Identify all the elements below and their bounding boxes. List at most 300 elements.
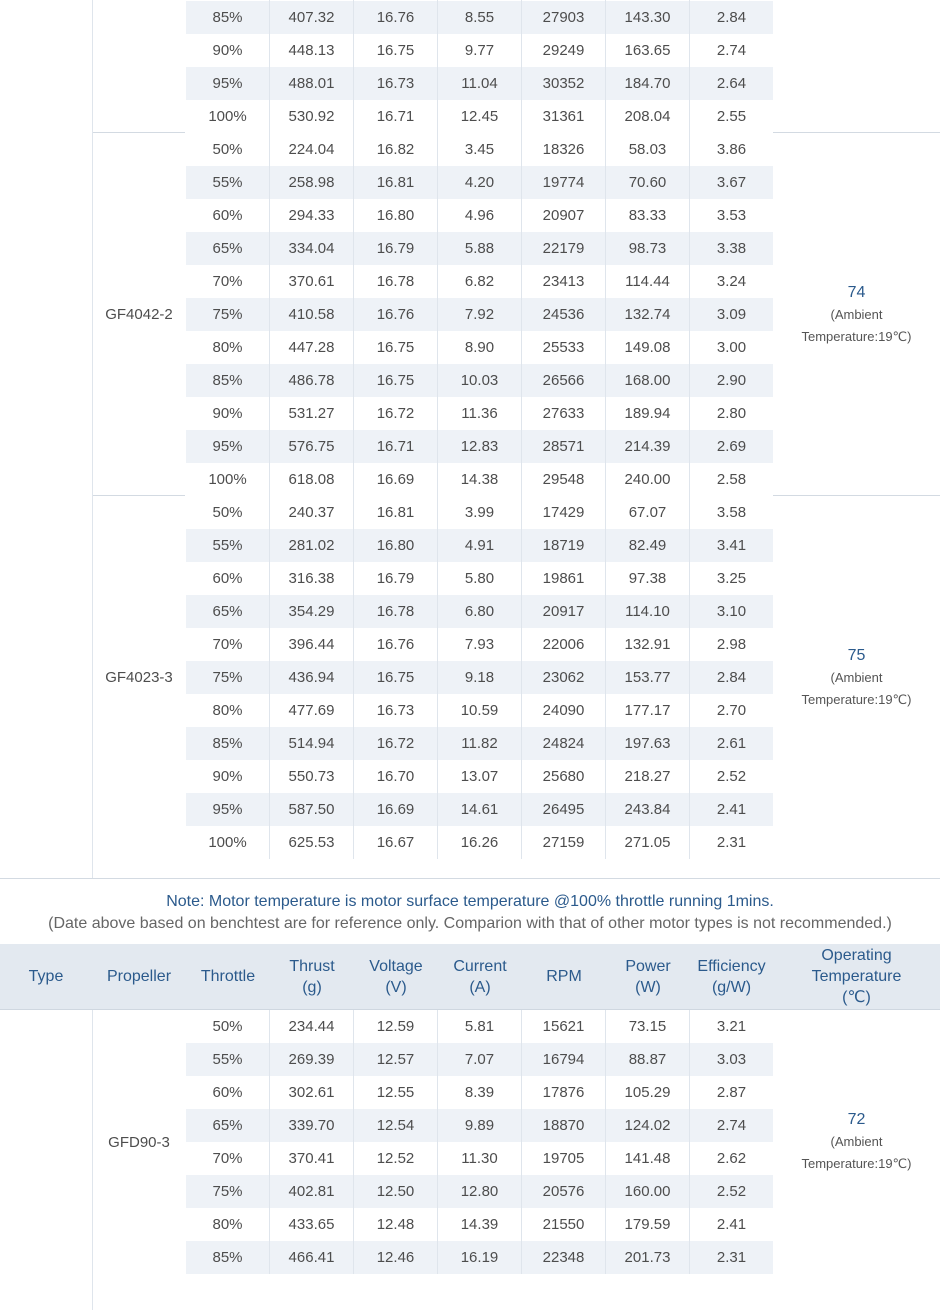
rpm-cell: 24824 [521, 727, 605, 760]
thrust-cell: 316.38 [269, 562, 353, 595]
current-cell: 10.03 [437, 364, 521, 397]
power-cell: 97.38 [605, 562, 689, 595]
thrust-cell: 334.04 [269, 232, 353, 265]
temperature-value: 75 [847, 646, 866, 664]
current-cell: 5.80 [437, 562, 521, 595]
power-cell: 168.00 [605, 364, 689, 397]
current-cell: 8.90 [437, 331, 521, 364]
voltage-cell: 16.75 [353, 661, 437, 694]
thrust-cell: 448.13 [269, 34, 353, 67]
thrust-cell: 514.94 [269, 727, 353, 760]
rpm-cell: 18326 [521, 133, 605, 166]
power-cell: 83.33 [605, 199, 689, 232]
propeller-name: GFD90-3 [108, 1133, 170, 1151]
rpm-cell: 15621 [521, 1010, 605, 1043]
header-efficiency-unit: (g/W) [711, 978, 752, 996]
current-cell: 12.80 [437, 1175, 521, 1208]
header-propeller [92, 944, 186, 1009]
current-cell: 9.89 [437, 1109, 521, 1142]
group-separator [773, 495, 940, 496]
current-cell: 3.99 [437, 496, 521, 529]
throttle-cell: 65% [212, 240, 243, 257]
header-throttle-label: Throttle [200, 968, 256, 985]
throttle-cell: 100% [208, 471, 247, 488]
efficiency-cell: 2.69 [689, 430, 773, 463]
table-row [186, 265, 773, 298]
header-current-unit: (A) [469, 978, 491, 996]
note-sub-text: (Date above based on benchtest are for reference only. Comparion with that of other motor types is not recommended.) [48, 915, 892, 932]
power-cell: 88.87 [605, 1043, 689, 1076]
voltage-cell: 16.80 [353, 529, 437, 562]
voltage-cell: 16.75 [353, 331, 437, 364]
current-cell: 3.45 [437, 133, 521, 166]
thrust-cell: 339.70 [269, 1109, 353, 1142]
voltage-cell: 16.71 [353, 100, 437, 133]
thrust-cell: 447.28 [269, 331, 353, 364]
power-cell: 163.65 [605, 34, 689, 67]
rpm-cell: 25680 [521, 760, 605, 793]
table-row [186, 760, 773, 793]
thrust-cell: 488.01 [269, 67, 353, 100]
rpm-cell: 31361 [521, 100, 605, 133]
voltage-cell: 16.69 [353, 793, 437, 826]
throttle-cell: 90% [212, 42, 243, 59]
header-throttle [186, 944, 270, 1009]
throttle-cell: 75% [212, 1183, 243, 1200]
throttle-cell: 50% [212, 1018, 243, 1035]
power-cell: 177.17 [605, 694, 689, 727]
header-thrust [270, 944, 354, 1009]
current-cell: 10.59 [437, 694, 521, 727]
efficiency-cell: 3.86 [689, 133, 773, 166]
power-cell: 98.73 [605, 232, 689, 265]
throttle-cell: 90% [212, 768, 243, 785]
thrust-cell: 402.81 [269, 1175, 353, 1208]
power-cell: 82.49 [605, 529, 689, 562]
power-cell: 132.74 [605, 298, 689, 331]
rpm-cell: 24090 [521, 694, 605, 727]
thrust-cell: 625.53 [269, 826, 353, 859]
rpm-cell: 27903 [521, 1, 605, 34]
rpm-cell: 18719 [521, 529, 605, 562]
power-cell: 208.04 [605, 100, 689, 133]
current-cell: 8.39 [437, 1076, 521, 1109]
propeller-name: GF4042-2 [105, 306, 173, 323]
rpm-cell: 30352 [521, 67, 605, 100]
rpm-cell: 29548 [521, 463, 605, 496]
voltage-cell: 16.72 [353, 397, 437, 430]
power-cell: 73.15 [605, 1010, 689, 1043]
voltage-cell: 16.81 [353, 166, 437, 199]
rpm-cell: 27633 [521, 397, 605, 430]
throttle-cell: 70% [212, 636, 243, 653]
header-efficiency [690, 944, 773, 1009]
table-row [186, 199, 773, 232]
voltage-cell: 16.79 [353, 232, 437, 265]
current-cell: 9.77 [437, 34, 521, 67]
table-row [186, 826, 773, 859]
power-cell: 149.08 [605, 331, 689, 364]
benchtest-note [0, 878, 940, 945]
header-optemp-line1: Operating [821, 947, 892, 964]
efficiency-cell: 2.70 [689, 694, 773, 727]
thrust-cell: 302.61 [269, 1076, 353, 1109]
current-cell: 13.07 [437, 760, 521, 793]
rpm-cell: 19774 [521, 166, 605, 199]
efficiency-cell: 3.24 [689, 265, 773, 298]
voltage-cell: 16.76 [353, 298, 437, 331]
header-voltage-label: Voltage [369, 957, 423, 975]
upper-rows [186, 0, 773, 859]
efficiency-cell: 2.55 [689, 100, 773, 133]
efficiency-cell: 2.58 [689, 463, 773, 496]
throttle-cell: 60% [212, 570, 243, 587]
throttle-cell: 80% [212, 1216, 243, 1233]
power-cell: 58.03 [605, 133, 689, 166]
thrust-cell: 436.94 [269, 661, 353, 694]
table-row [186, 430, 773, 463]
voltage-cell: 12.52 [353, 1142, 437, 1175]
table-row [186, 1010, 773, 1043]
thrust-cell: 294.33 [269, 199, 353, 232]
throttle-cell: 80% [212, 339, 243, 356]
voltage-cell: 12.48 [353, 1208, 437, 1241]
efficiency-cell: 2.52 [689, 1175, 773, 1208]
rpm-cell: 26495 [521, 793, 605, 826]
voltage-cell: 12.46 [353, 1241, 437, 1274]
table-row [186, 562, 773, 595]
header-rpm [522, 944, 606, 1009]
throttle-cell: 55% [212, 1051, 243, 1068]
table-row [186, 67, 773, 100]
power-cell: 189.94 [605, 397, 689, 430]
current-cell: 7.92 [437, 298, 521, 331]
temperature-value: 72 [847, 1111, 866, 1128]
power-cell: 124.02 [605, 1109, 689, 1142]
power-cell: 218.27 [605, 760, 689, 793]
table-row [186, 397, 773, 430]
power-cell: 160.00 [605, 1175, 689, 1208]
table-row [186, 496, 773, 529]
current-cell: 14.38 [437, 463, 521, 496]
voltage-cell: 12.54 [353, 1109, 437, 1142]
table-row [186, 661, 773, 694]
table-row [186, 232, 773, 265]
rpm-cell: 28571 [521, 430, 605, 463]
efficiency-cell: 2.90 [689, 364, 773, 397]
ambient-temperature-note: (Ambient Temperature:19℃) [801, 306, 912, 344]
efficiency-cell: 3.09 [689, 298, 773, 331]
current-cell: 11.30 [437, 1142, 521, 1175]
throttle-cell: 95% [212, 438, 243, 455]
current-cell: 8.55 [437, 1, 521, 34]
table-row [186, 529, 773, 562]
power-cell: 70.60 [605, 166, 689, 199]
efficiency-cell: 3.41 [689, 529, 773, 562]
group-separator [93, 132, 185, 133]
header-type-label: Type [28, 968, 64, 985]
thrust-cell: 576.75 [269, 430, 353, 463]
efficiency-cell: 2.31 [689, 1241, 773, 1274]
power-cell: 197.63 [605, 727, 689, 760]
voltage-cell: 16.76 [353, 1, 437, 34]
rpm-cell: 20576 [521, 1175, 605, 1208]
rpm-cell: 25533 [521, 331, 605, 364]
efficiency-cell: 3.25 [689, 562, 773, 595]
thrust-cell: 234.44 [269, 1010, 353, 1043]
thrust-cell: 407.32 [269, 1, 353, 34]
ambient-temperature-note: (Ambient Temperature:19℃) [801, 669, 912, 707]
throttle-cell: 85% [212, 9, 243, 26]
rpm-cell: 20907 [521, 199, 605, 232]
voltage-cell: 16.76 [353, 628, 437, 661]
throttle-cell: 95% [212, 75, 243, 92]
efficiency-cell: 2.52 [689, 760, 773, 793]
rpm-cell: 18870 [521, 1109, 605, 1142]
efficiency-cell: 2.74 [689, 34, 773, 67]
current-cell: 6.82 [437, 265, 521, 298]
current-cell: 14.61 [437, 793, 521, 826]
header-voltage-unit: (V) [385, 978, 407, 996]
voltage-cell: 12.50 [353, 1175, 437, 1208]
throttle-cell: 70% [212, 1150, 243, 1167]
header-optemp-unit: (℃) [842, 989, 871, 1006]
rpm-cell: 17876 [521, 1076, 605, 1109]
rpm-cell: 27159 [521, 826, 605, 859]
table-row [186, 1076, 773, 1109]
efficiency-cell: 3.21 [689, 1010, 773, 1043]
rpm-cell: 22179 [521, 232, 605, 265]
table-row [186, 793, 773, 826]
thrust-cell: 486.78 [269, 364, 353, 397]
rpm-cell: 20917 [521, 595, 605, 628]
thrust-cell: 240.37 [269, 496, 353, 529]
group-separator [93, 495, 185, 496]
voltage-cell: 16.71 [353, 430, 437, 463]
throttle-cell: 65% [212, 603, 243, 620]
power-cell: 184.70 [605, 67, 689, 100]
voltage-cell: 16.81 [353, 496, 437, 529]
header-optemp-line2: Temperature [811, 968, 902, 985]
efficiency-cell: 2.98 [689, 628, 773, 661]
header-type [0, 944, 92, 1009]
voltage-cell: 16.73 [353, 67, 437, 100]
power-cell: 114.10 [605, 595, 689, 628]
table-row [186, 463, 773, 496]
table-row [186, 694, 773, 727]
efficiency-cell: 2.84 [689, 661, 773, 694]
rpm-cell: 17429 [521, 496, 605, 529]
table-row [186, 1109, 773, 1142]
current-cell: 4.96 [437, 199, 521, 232]
throttle-cell: 90% [212, 405, 243, 422]
efficiency-cell: 2.80 [689, 397, 773, 430]
efficiency-cell: 2.84 [689, 1, 773, 34]
table-header [0, 944, 940, 1010]
throttle-cell: 60% [212, 207, 243, 224]
efficiency-cell: 3.67 [689, 166, 773, 199]
thrust-cell: 530.92 [269, 100, 353, 133]
efficiency-cell: 2.64 [689, 67, 773, 100]
temperature-column [773, 1010, 940, 1310]
voltage-cell: 12.55 [353, 1076, 437, 1109]
ambient-temperature-note: (Ambient Temperature:19℃) [801, 1134, 912, 1171]
voltage-cell: 16.79 [353, 562, 437, 595]
rpm-cell: 23413 [521, 265, 605, 298]
operating-temperature-cell [773, 496, 940, 859]
throttle-cell: 60% [212, 1084, 243, 1101]
thrust-cell: 224.04 [269, 133, 353, 166]
thrust-cell: 269.39 [269, 1043, 353, 1076]
power-cell: 179.59 [605, 1208, 689, 1241]
power-cell: 143.30 [605, 1, 689, 34]
current-cell: 12.45 [437, 100, 521, 133]
efficiency-cell: 2.62 [689, 1142, 773, 1175]
power-cell: 201.73 [605, 1241, 689, 1274]
rpm-cell: 23062 [521, 661, 605, 694]
rpm-cell: 19861 [521, 562, 605, 595]
table-row [186, 1043, 773, 1076]
table-row [186, 364, 773, 397]
efficiency-cell: 2.41 [689, 793, 773, 826]
rpm-cell: 19705 [521, 1142, 605, 1175]
efficiency-cell: 2.41 [689, 1208, 773, 1241]
current-cell: 4.20 [437, 166, 521, 199]
table-row [186, 1241, 773, 1274]
current-cell: 11.36 [437, 397, 521, 430]
header-efficiency-label: Efficiency [697, 957, 766, 975]
thrust-cell: 550.73 [269, 760, 353, 793]
voltage-cell: 16.73 [353, 694, 437, 727]
throttle-cell: 50% [212, 504, 243, 521]
type-column [0, 1010, 92, 1310]
header-thrust-unit: (g) [302, 978, 322, 996]
throttle-cell: 85% [212, 1249, 243, 1266]
lower-rows [186, 1010, 773, 1274]
table-row [186, 298, 773, 331]
voltage-cell: 16.78 [353, 595, 437, 628]
thrust-cell: 370.61 [269, 265, 353, 298]
power-cell: 153.77 [605, 661, 689, 694]
rpm-cell: 26566 [521, 364, 605, 397]
operating-temperature-cell [773, 1010, 940, 1274]
thrust-cell: 477.69 [269, 694, 353, 727]
efficiency-cell: 3.53 [689, 199, 773, 232]
current-cell: 7.07 [437, 1043, 521, 1076]
current-cell: 12.83 [437, 430, 521, 463]
current-cell: 5.88 [437, 232, 521, 265]
table-row [186, 1142, 773, 1175]
throttle-cell: 75% [212, 669, 243, 686]
voltage-cell: 16.82 [353, 133, 437, 166]
current-cell: 16.26 [437, 826, 521, 859]
power-cell: 271.05 [605, 826, 689, 859]
voltage-cell: 12.57 [353, 1043, 437, 1076]
table-row [186, 628, 773, 661]
header-operating-temperature [773, 944, 940, 1009]
table-row [186, 1208, 773, 1241]
voltage-cell: 16.75 [353, 34, 437, 67]
header-current [438, 944, 522, 1009]
lower-data-table [0, 1010, 940, 1310]
efficiency-cell: 3.10 [689, 595, 773, 628]
table-row [186, 100, 773, 133]
table-row [186, 1175, 773, 1208]
thrust-cell: 618.08 [269, 463, 353, 496]
header-thrust-label: Thrust [289, 957, 335, 975]
power-cell: 105.29 [605, 1076, 689, 1109]
table-row [186, 1, 773, 34]
rpm-cell: 22006 [521, 628, 605, 661]
rpm-cell: 16794 [521, 1043, 605, 1076]
efficiency-cell: 3.38 [689, 232, 773, 265]
throttle-cell: 95% [212, 801, 243, 818]
rpm-cell: 22348 [521, 1241, 605, 1274]
throttle-cell: 65% [212, 1117, 243, 1134]
efficiency-cell: 2.31 [689, 826, 773, 859]
efficiency-cell: 3.03 [689, 1043, 773, 1076]
power-cell: 132.91 [605, 628, 689, 661]
group-separator [773, 132, 940, 133]
rpm-cell: 29249 [521, 34, 605, 67]
thrust-cell: 433.65 [269, 1208, 353, 1241]
rpm-cell: 21550 [521, 1208, 605, 1241]
current-cell: 4.91 [437, 529, 521, 562]
throttle-cell: 100% [208, 108, 247, 125]
thrust-cell: 587.50 [269, 793, 353, 826]
efficiency-cell: 3.00 [689, 331, 773, 364]
thrust-cell: 281.02 [269, 529, 353, 562]
header-current-label: Current [453, 957, 507, 975]
throttle-cell: 85% [212, 372, 243, 389]
throttle-cell: 80% [212, 702, 243, 719]
table-row [186, 133, 773, 166]
temperature-value: 74 [847, 283, 866, 301]
thrust-cell: 531.27 [269, 397, 353, 430]
power-cell: 214.39 [605, 430, 689, 463]
rpm-cell: 24536 [521, 298, 605, 331]
throttle-cell: 85% [212, 735, 243, 752]
thrust-cell: 466.41 [269, 1241, 353, 1274]
thrust-cell: 396.44 [269, 628, 353, 661]
current-cell: 16.19 [437, 1241, 521, 1274]
voltage-cell: 12.59 [353, 1010, 437, 1043]
voltage-cell: 16.78 [353, 265, 437, 298]
power-cell: 67.07 [605, 496, 689, 529]
propeller-name: GF4023-3 [105, 669, 173, 686]
table-row [186, 595, 773, 628]
header-voltage [354, 944, 438, 1009]
throttle-cell: 75% [212, 306, 243, 323]
efficiency-cell: 2.61 [689, 727, 773, 760]
throttle-cell: 55% [212, 174, 243, 191]
current-cell: 14.39 [437, 1208, 521, 1241]
thrust-cell: 370.41 [269, 1142, 353, 1175]
propeller-column [93, 1010, 185, 1310]
table-row [186, 34, 773, 67]
voltage-cell: 16.69 [353, 463, 437, 496]
power-cell: 141.48 [605, 1142, 689, 1175]
throttle-cell: 100% [208, 834, 247, 851]
voltage-cell: 16.70 [353, 760, 437, 793]
throttle-cell: 50% [212, 141, 243, 158]
throttle-cell: 70% [212, 273, 243, 290]
power-cell: 240.00 [605, 463, 689, 496]
voltage-cell: 16.80 [353, 199, 437, 232]
efficiency-cell: 3.58 [689, 496, 773, 529]
thrust-cell: 258.98 [269, 166, 353, 199]
current-cell: 11.04 [437, 67, 521, 100]
